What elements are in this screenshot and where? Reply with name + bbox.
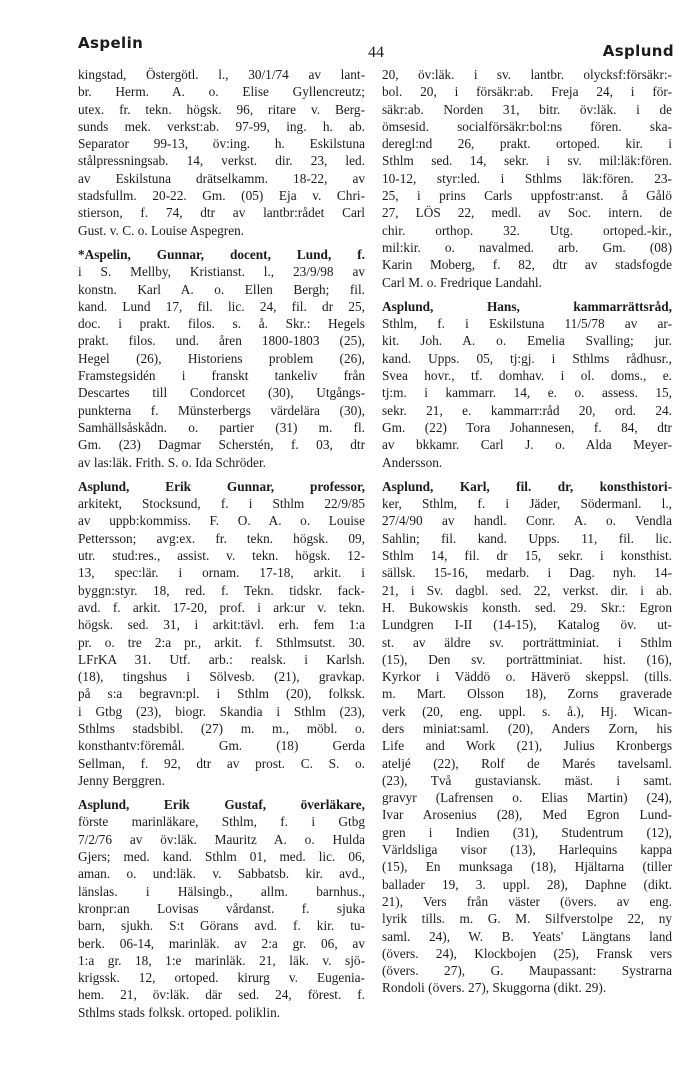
text-line: Rondoli (övers. 27), Skuggorna (dikt. 29). (382, 980, 607, 996)
text-line: sällsk. 15-16, medarb. i Dag. nyh. 14- (382, 565, 672, 581)
text-line: Life and Work (21), Julius Kronbergs (382, 738, 672, 754)
text-line: 27, LÖS 22, medl. av Soc. intern. de (382, 205, 672, 221)
text-line: avd. f. arkit. 17-20, prof. i ark:ur v. tekn. (78, 599, 365, 615)
text-line: prakt. filos. und. åren 1800-1803 (25), (78, 333, 365, 349)
text-line: saml. 24), W. B. Yeats' Längtans land (382, 928, 672, 944)
text-line: 13, spec:lär. i ornam. 17-18, arkit. i (78, 565, 365, 581)
text-line: ker, Sthlm, f. i Jäder, Södermanl. l., (382, 496, 672, 512)
entry-heading-line: Asplund, Hans, kammarrättsråd, (382, 298, 672, 314)
text-line: (18), tingshus i Sölvesb. (21), gravkap. (78, 669, 365, 685)
text-line: lyrik tills. m. G. M. Silfverstolpe 22, ny (382, 911, 672, 927)
text-line: LFrKA 31. Utf. arb.: realsk. i Karlsh. (78, 651, 365, 667)
text-line: 20, öv:läk. i sv. lantbr. olycksf:försäkr:- (382, 67, 672, 82)
text-line: H. Bukowskis konsth. sed. 29. Skr.: Egron (382, 599, 672, 615)
entry-gap (78, 471, 365, 478)
entry-gap (78, 789, 365, 796)
right-column (382, 66, 672, 997)
text-line: i Gtbg (23), biogr. Skandia i Sthlm (23), (78, 703, 365, 719)
running-head-left: Aspelin (78, 34, 144, 52)
text-line: mil:kir. o. navalmed. arb. Gm. (08) (382, 239, 672, 255)
entry-gap (382, 471, 672, 478)
text-line: Sellman, f. 92, dtr av prost. C. S. o. (78, 755, 365, 771)
text-line: 7/2/76 av öv:läk. Mauritz A. o. Hulda (78, 831, 365, 847)
text-line: 25, i prins Carls uppfostr:anst. å Gålö (382, 188, 672, 204)
text-line: kand. Upps. 05, tj:gj. i Sthlms rådhusr., (382, 350, 672, 366)
text-line: Gm. (23) Dagmar Scherstén, f. 03, dtr (78, 437, 365, 453)
text-line: byggn:styr. 18, red. f. Tekn. tidskr. fack- (78, 582, 365, 598)
text-line: Världsliga visor (13), Harlequins kappa (382, 842, 672, 858)
text-line: Sthlm sed. 14, sekr. i sv. mil:läk:fören. (382, 153, 672, 169)
text-line: gren i Indien (31), Studentrum (12), (382, 824, 672, 840)
text-line: krigssk. 12, ortoped. kirurg v. Eugenia- (78, 970, 365, 986)
text-line: på s:a begravn:pl. i Sthlm (20), folksk. (78, 686, 365, 702)
entry-heading-line: *Aspelin, Gunnar, docent, Lund, f. (78, 246, 365, 262)
text-line: 1:a gr. 18, 1:e marinläk. 21, läk. v. sjö- (78, 952, 365, 968)
text-line: pr. o. tre 2:a pr., arkit. f. Sthlmsutst. 30. (78, 634, 365, 650)
text-line: st. av äldre sv. porträttminiat. i Sthlm (382, 634, 672, 650)
text-line: högsk. sed. 31, i arkit:tävl. erh. fem 1:a (78, 617, 365, 633)
text-line: Framstegsidén i franskt tankeliv från (78, 368, 365, 384)
text-line: Svea hovr., tf. domhav. i ol. doms., e. (382, 368, 672, 384)
text-line: aman. o. und:läk. v. Sabbatsb. kir. avd., (78, 866, 365, 882)
entry-gap (382, 291, 672, 298)
text-line: ateljé (22), Rolf de Marés tavelsaml. (382, 755, 672, 771)
text-line: gravyr (Lafrensen o. Elias Martin) (24), (382, 790, 672, 806)
text-line: stierson, f. 74, dtr av lantbr:rådet Carl (78, 205, 365, 221)
text-line: Jenny Berggren. (78, 772, 165, 788)
text-line: Karin Moberg, f. 82, dtr av stadsfogde (382, 257, 672, 273)
text-line: Hegel (26), Historiens problem (26), (78, 350, 365, 366)
text-line: Sthlms stadsbibl. (27) m. m., möbl. o. (78, 720, 365, 736)
running-head-right: Asplund (602, 42, 674, 60)
text-line: barn, sjukh. S:t Görans avd. f. kir. tu- (78, 918, 365, 934)
text-line: deregl:nd 26, prakt. ortoped. kir. i (382, 136, 672, 152)
entry-heading-line: Asplund, Erik Gunnar, professor, (78, 478, 365, 494)
text-line: Separator 99-13, öv:ing. h. Eskilstuna (78, 136, 365, 152)
text-line: Kyrkor i Väddö o. Häverö skeppsl. (tills. (382, 669, 672, 685)
text-line: (övers. 24), Klockbojen (25), Fransk vers (382, 945, 672, 961)
text-line: säkr:ab. Norden 31, bitr. öv:läk. i de (382, 101, 672, 117)
text-line: 21, i Sv. dagbl. sed. 22, verkst. dir. i ab. (382, 582, 672, 598)
text-line: tj:m. i kammarr. 14, e. o. assess. 15, (382, 385, 672, 401)
text-line: länslas. i Hälsingb., allm. barnhus., (78, 883, 365, 899)
text-line: m. Mart. Olsson 18), Zorns graverade (382, 686, 672, 702)
text-line: konstn. Karl A. o. Ellen Bergh; fil. (78, 281, 365, 297)
page-number: 44 (368, 44, 384, 61)
text-line: 21), Vers från väster (övers. av eng. (382, 893, 672, 909)
text-line: chir. orthop. 32. Utg. ortoped.-kir., (382, 222, 672, 238)
text-line: Andersson. (382, 454, 443, 470)
text-line: av Eskilstuna drätselkamm. 18-22, av (78, 170, 365, 186)
text-line: Ivar Arosenius (28), Med Egron Lund- (382, 807, 672, 823)
text-line: punkterna f. Münsterbergs värdelära (30), (78, 402, 365, 418)
text-line: Descartes till Condorcet (30), Utgångs- (78, 385, 365, 401)
text-line: av las:läk. Frith. S. o. Ida Schröder. (78, 454, 266, 470)
text-line: av bkkamr. Carl J. o. Alda Meyer- (382, 437, 672, 453)
text-line: Sahlin; fil. kand. Upps. 11, fil. lic. (382, 530, 672, 546)
text-line: (15), Den sv. porträttminiat. hist. (16), (382, 651, 672, 667)
text-line: (23), Två gustaviansk. mäst. i samt. (382, 772, 672, 788)
text-line: Gjers; med. kand. Sthlm 01, med. lic. 06, (78, 849, 365, 865)
text-line: kingstad, Östergötl. l., 30/1/74 av lant- (78, 67, 365, 82)
text-line: (övers. 27), G. Maupassant: Systrarna (382, 963, 672, 979)
entry-heading-line: Asplund, Karl, fil. dr, konsthistori- (382, 478, 672, 494)
text-line: kronpr:an Lovisas vårdanst. f. sjuka (78, 900, 365, 916)
text-line: Sthlm, f. i Eskilstuna 11/5/78 av ar- (382, 316, 672, 332)
text-line: sunds mek. verkst:ab. 97-99, ing. h. ab. (78, 118, 365, 134)
entry-gap (78, 239, 365, 246)
text-line: berk. 06-14, marinläk. av 2:a gr. 06, av (78, 935, 365, 951)
text-line: bol. 20, i försäkr:ab. Freja 24, i för- (382, 84, 672, 100)
text-line: ömsesid. socialförsäkr:bol:ns fören. ska- (382, 118, 672, 134)
text-line: utex. fr. tekn. högsk. 96, ritare v. Berg- (78, 101, 365, 117)
text-line: utr. stud:res., assist. v. tekn. högsk. 12- (78, 548, 365, 564)
text-line: Samhällsåskådn. o. partier (31) m. fl. (78, 419, 365, 435)
text-line: sekr. 21, e. kammarr:råd 20, ord. 24. (382, 402, 672, 418)
text-line: kit. Joh. A. o. Emelia Svalling; jur. (382, 333, 672, 349)
text-line: br. Herm. A. o. Elise Gyllencreutz; (78, 84, 365, 100)
text-line: Carl M. o. Fredrique Landahl. (382, 274, 542, 290)
text-line: Gust. v. C. o. Louise Aspegren. (78, 222, 245, 238)
page-header (78, 34, 674, 61)
text-line: hem. 21, öv:läk. där sed. 24, förest. f. (78, 987, 365, 1003)
text-line: stålpressningsab. 14, verkst. dir. 23, led. (78, 153, 365, 169)
text-line: (15), En munksaga (18), Hjältarna (tiller (382, 859, 672, 875)
text-line: doc. i prakt. filos. s. å. Skr.: Hegels (78, 316, 365, 332)
text-line: förste marinläkare, Sthlm, f. i Gtbg (78, 814, 365, 830)
text-line: arkitekt, Stocksund, f. i Sthlm 22/9/85 (78, 496, 365, 512)
text-line: kand. Lund 17, fil. lic. 24, fil. dr 25, (78, 298, 365, 314)
text-line: Pettersson; avg:ex. fr. tekn. högsk. 09, (78, 530, 365, 546)
left-column (78, 66, 365, 1021)
text-line: stadsfullm. 20-22. Gm. (05) Eja v. Chri- (78, 188, 365, 204)
text-line: Sthlm 14, fil. dr 15, sekr. i konsthist. (382, 548, 672, 564)
text-line: ballader 19, 3. uppl. 28), Daphne (dikt. (382, 876, 672, 892)
text-line: verk (20, eng. uppl. s. å.), Hj. Wican- (382, 703, 672, 719)
text-line: i S. Mellby, Kristianst. l., 23/9/98 av (78, 264, 365, 280)
text-line: 10-12, styr:led. i Sthlms läk:fören. 23- (382, 170, 672, 186)
text-line: Gm. (22) Tora Johannesen, f. 84, dtr (382, 419, 672, 435)
text-line: konsthantv:föremål. Gm. (18) Gerda (78, 738, 365, 754)
text-line: 27/4/90 av handl. Conr. A. o. Vendla (382, 513, 672, 529)
text-line: ders miniat:saml. (20), Anders Zorn, his (382, 720, 672, 736)
text-line: Sthlms stads folksk. ortoped. poliklin. (78, 1004, 281, 1020)
text-line: av uppb:kommiss. F. O. A. o. Louise (78, 513, 365, 529)
text-line: Lundgren I-II (14-15), Katalog öv. ut- (382, 617, 672, 633)
entry-heading-line: Asplund, Erik Gustaf, överläkare, (78, 797, 365, 813)
